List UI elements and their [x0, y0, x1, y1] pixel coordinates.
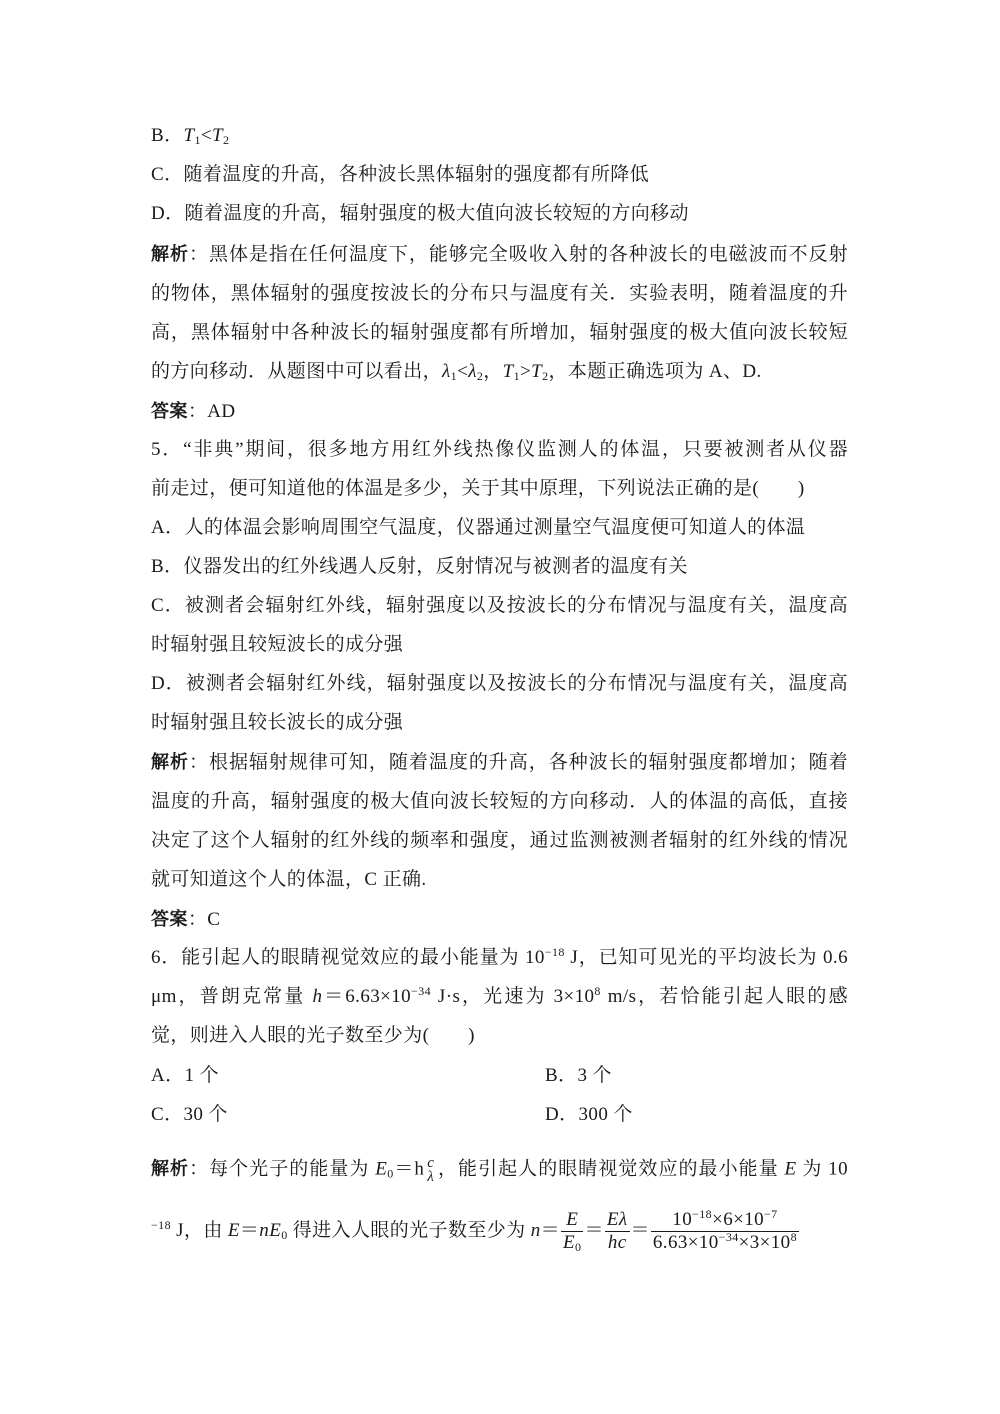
subscript: 0: [387, 1166, 394, 1181]
analysis-text: ：根据辐射规律可知，随着温度的升高，各种波长的辐射强度都增加；随着: [188, 752, 848, 773]
q6-stem-line-3: [151, 1024, 475, 1048]
stem-text: 5．“非典”期间，很多地方用红外线热像仪监测人的体温，只要被测者从仪器: [151, 439, 848, 460]
option-text: 仪器发出的红外线遇人反射，反射情况与被测者的温度有关: [183, 556, 688, 577]
fraction-e-over-e0: [561, 1209, 583, 1254]
q6-option-a: [151, 1065, 219, 1086]
q6-stem-line-2: [151, 985, 848, 1009]
exponent: −34: [411, 984, 432, 998]
q4-answer: [151, 399, 235, 424]
answer-value: ：C: [187, 909, 221, 930]
analysis-label: 解析: [151, 244, 189, 264]
fraction-elambda-over-hc: [605, 1209, 630, 1254]
option-text: 30 个: [183, 1104, 228, 1125]
variable: E: [375, 1158, 388, 1180]
numerator: E: [561, 1209, 583, 1232]
analysis-text: 就可知道这个人的体温，C 正确.: [151, 869, 427, 890]
option-label: A．: [151, 1065, 185, 1086]
option-text: 随着温度的升高，各种波长黑体辐射的强度都有所降低: [183, 164, 650, 185]
analysis-text: ＝h: [393, 1158, 425, 1180]
analysis-text: 为 10: [796, 1158, 848, 1180]
option-text: 被测者会辐射红外线，辐射强度以及按波长的分布情况与温度有关，温度高: [185, 673, 848, 694]
q4-option-d: [151, 202, 689, 226]
stem-text: 6．能引起人的眼睛视觉效应的最小能量为 10: [151, 947, 545, 968]
variable: h: [312, 986, 323, 1007]
option-label: D．: [151, 673, 186, 694]
option-text: 300 个: [578, 1104, 633, 1125]
analysis-text: 得进入人眼的光子数至少为: [287, 1220, 531, 1241]
stem-text: μm，普朗克常量: [151, 986, 313, 1007]
stem-text: 觉，则进入人眼的光子数至少为( ): [151, 1025, 475, 1046]
option-label: D．: [545, 1104, 579, 1125]
analysis-text: ：黑体是指在任何温度下，能够完全吸收入射的各种波长的电磁波而不反射: [188, 244, 848, 265]
option-text: 人的体温会影响周围空气温度，仪器通过测量空气温度便可知道人的体温: [184, 517, 806, 538]
analysis-text: J，由: [170, 1220, 228, 1241]
q6-option-b: [545, 1064, 612, 1088]
stem-text: 前走过，便可知道他的体温是多少，关于其中原理，下列说法正确的是( ): [151, 478, 805, 499]
q5-answer: [151, 907, 220, 932]
analysis-text: ，能引起人的眼睛视觉效应的最小能量: [437, 1158, 785, 1180]
q4-option-c: [151, 163, 649, 187]
denominator: $E_0$: [563, 1232, 582, 1255]
option-text: 时辐射强且较长波长的成分强: [151, 712, 404, 733]
q6-options-row-2: [151, 1103, 851, 1127]
exponent: −18: [151, 1218, 171, 1232]
option-text: 随着温度的升高，辐射强度的极大值向波长较短的方向移动: [184, 203, 689, 224]
fraction-numeric: [651, 1209, 799, 1254]
exponent: 8: [594, 984, 601, 998]
option-text: 被测者会辐射红外线，辐射强度以及按波长的分布情况与温度有关，温度高: [184, 595, 848, 616]
analysis-label: 解析: [151, 752, 189, 772]
analysis-text: 温度的升高，辐射强度的极大值向波长较短的方向移动．人的体温的高低，直接: [151, 791, 848, 812]
q5-analysis-line-1: [151, 750, 848, 775]
option-label: D．: [151, 203, 185, 224]
option-label: B．: [151, 556, 184, 577]
stem-text: J·s，光速为 3×10: [431, 986, 595, 1007]
q4-analysis-line-3: [151, 321, 848, 345]
q5-stem-line-2: [151, 477, 805, 501]
answer-value: ：AD: [187, 401, 236, 422]
stem-text: m/s，若恰能引起人眼的感: [600, 986, 848, 1007]
equals: ＝: [630, 1220, 650, 1241]
analysis-text: 决定了这个人辐射的红外线的频率和强度，通过监测被测者辐射的红外线的情况: [151, 830, 848, 851]
q5-option-c-cont: [151, 633, 403, 657]
answer-label: 答案: [151, 909, 188, 929]
option-text: 3 个: [577, 1065, 612, 1086]
stem-text: ＝6.63×10: [322, 986, 412, 1007]
q6-options-row-1: [151, 1064, 851, 1088]
q5-analysis-line-2: [151, 790, 848, 814]
numerator: $10^{-18}\times 6\times 10^{-7}$: [651, 1209, 799, 1232]
q4-analysis-line-4: 的方向移动．从题图中可以看出，$\lambda_1<\lambda_2$，$T_1>T_2$，本题正确选项为 A、D.: [151, 361, 762, 383]
analysis-text: 高，黑体辐射中各种波长的辐射强度都有所增加，辐射强度的极大值向波长较短: [151, 322, 848, 343]
stem-text: J，已知可见光的平均波长为 0.6: [564, 947, 848, 968]
option-label: A．: [151, 517, 185, 538]
option-label: B．: [151, 125, 184, 146]
denominator: hc: [607, 1232, 627, 1254]
q5-option-d: [151, 672, 848, 696]
q6-analysis-line-2: $^{-18}$ J，由 $E=nE_0$ 得进入人眼的光子数至少为 n＝ $\frac{E}{E_0}$ ＝ $\frac{E\lambda}{hc}$ ＝ $\frac{10^{-18}\times 6\times 10^{-7}}{6.63\times 10^{-34}\times 3\times 10^8}$: [151, 1207, 797, 1255]
option-label: C．: [151, 1104, 184, 1125]
numerator: c: [427, 1155, 435, 1171]
answer-label: 答案: [151, 401, 188, 421]
q4-option-b: B．$T_1<T_2$: [151, 125, 230, 147]
fraction-c-over-lambda: [425, 1156, 436, 1184]
q6-stem-line-1: [151, 946, 848, 970]
q5-analysis-line-3: [151, 829, 848, 853]
q6-option-d: [545, 1103, 633, 1127]
equals: ＝: [584, 1220, 604, 1241]
q6-analysis-line-1: [151, 1156, 848, 1184]
q4-analysis-line-2: [151, 282, 848, 306]
q4-analysis-line-1: [151, 242, 848, 267]
analysis-text: 的物体，黑体辐射的强度按波长的分布只与温度有关．实验表明，随着温度的升: [151, 283, 848, 304]
analysis-text: ：每个光子的能量为: [189, 1158, 376, 1180]
option-label: C．: [151, 164, 184, 185]
option-text: 时辐射强且较短波长的成分强: [151, 634, 404, 655]
q5-option-a: [151, 516, 805, 540]
q5-option-c: [151, 594, 848, 618]
analysis-label: 解析: [151, 1158, 190, 1179]
option-label: C．: [151, 595, 185, 616]
q5-stem-line-1: [151, 438, 848, 462]
option-text: 1 个: [184, 1065, 219, 1086]
q5-option-b: [151, 555, 688, 579]
variable: E: [784, 1158, 797, 1180]
q5-option-d-cont: [151, 711, 403, 735]
numerator: Eλ: [606, 1209, 628, 1231]
q6-option-c: [151, 1104, 228, 1125]
denominator: λ: [427, 1169, 435, 1185]
q5-analysis-line-4: [151, 868, 427, 892]
exponent: −18: [544, 945, 565, 959]
denominator: $6.63\times 10^{-34}\times 3\times 10^8$: [652, 1230, 797, 1254]
option-label: B．: [545, 1065, 578, 1086]
